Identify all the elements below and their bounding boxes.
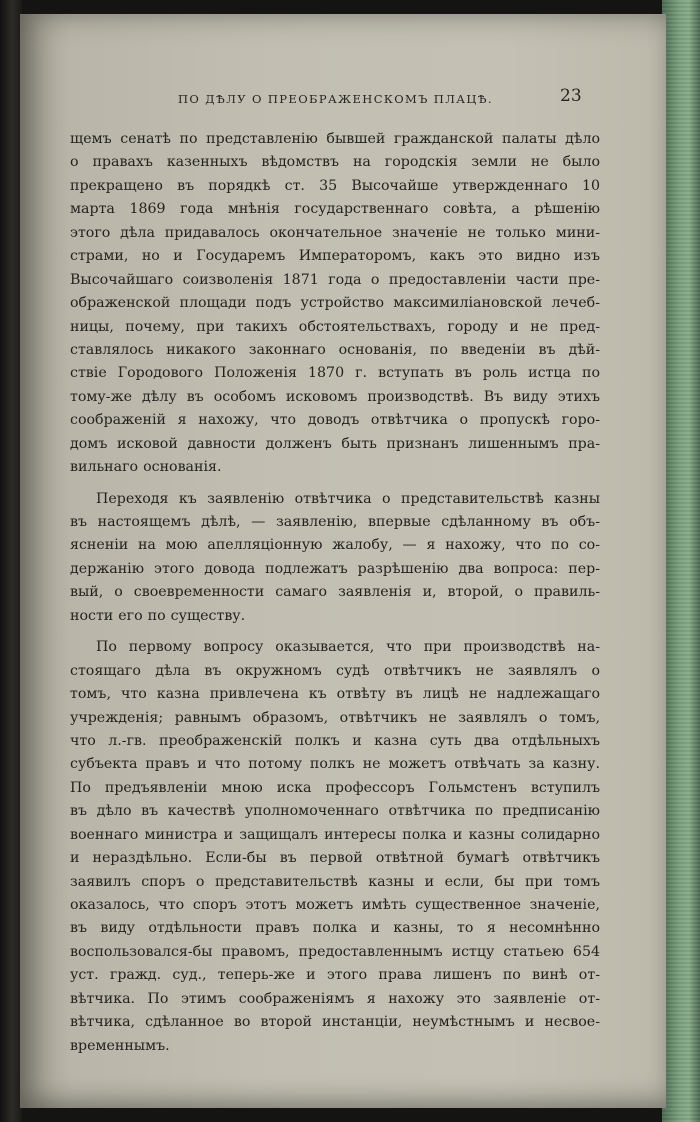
text-line: этого дѣла придавалось окончательное значеніе не только мини-: [70, 224, 600, 241]
text-line: По предъявленіи мною иска профессоръ Гольмстенъ вступилъ: [70, 779, 600, 796]
text-line: ницы, почему, при такихъ обстоятельствахъ, городу и не пред-: [70, 318, 600, 335]
text-line: щемъ сенатѣ по представленію бывшей гражданской палаты дѣло: [70, 131, 600, 147]
text-line: субъекта правъ и что потому полкъ не можетъ отвѣчать за казну.: [70, 756, 600, 773]
text-line: уст. гражд. суд., теперь-же и этого права лишенъ по винѣ от-: [70, 967, 600, 984]
text-line: ясненіи на мою апелляціонную жалобу, — я нахожу, что по со-: [70, 537, 600, 554]
book-cover-edge: [662, 0, 700, 1122]
paragraph-gap: [70, 480, 600, 488]
text-line: учрежденія; равнымъ образомъ, отвѣтчикъ не заявлялъ о томъ,: [70, 709, 600, 726]
text-line: что л.-гв. преображенскій полкъ и казна суть два отдѣльныхъ: [70, 732, 600, 749]
text-line: Высочайшаго соизволенія 1871 года о предоставленіи части пре-: [70, 271, 600, 288]
paragraph: [70, 128, 600, 480]
text-line: томъ, что казна привлечена къ отвѣту въ лицѣ не надлежащаго: [70, 686, 600, 703]
text-line: въ дѣло въ качествѣ уполномоченнаго отвѣтчика по предписанію: [70, 803, 600, 820]
text-line: ставлялось никакого законнаго основанія, по введеніи въ дѣй-: [70, 341, 600, 358]
text-line: и нераздѣльно. Если-бы въ первой отвѣтной бумагѣ отвѣтчикъ: [70, 850, 600, 867]
running-header: [20, 86, 666, 112]
text-line: воспользовался-бы правомъ, предоставленнымъ истцу статьею 654: [70, 943, 600, 960]
text-line: ображенской площади подъ устройство максимиліановской лечеб-: [70, 295, 600, 312]
text-line: домъ исковой давности долженъ быть признанъ лишеннымъ пра-: [70, 435, 600, 452]
book-left-edge: [0, 0, 22, 1122]
text-line: въ виду отдѣльности правъ полка и казны, то я несомнѣнно: [70, 920, 600, 937]
text-line: марта 1869 года мнѣнія государственнаго совѣта, а рѣшенію: [70, 201, 600, 218]
text-line: вѣтчика, сдѣланное во второй инстанціи, неумѣстнымъ и несвое-: [70, 1014, 600, 1031]
text-line: страми, но и Государемъ Императоромъ, какъ это видно изъ: [70, 248, 600, 265]
running-title: ПО ДѢЛУ О ПРЕОБРАЖЕНСКОМЪ ПЛАЦѢ.: [178, 92, 493, 106]
text-line: стоящаго дѣла въ окружномъ судѣ отвѣтчикъ не заявлялъ о: [70, 662, 600, 679]
paragraph: [70, 488, 600, 629]
text-line: держанію этого довода подлежатъ разрѣшенію два вопроса: пер-: [70, 560, 600, 577]
page-number: 23: [560, 86, 582, 106]
text-line: вый, о своевременности самаго заявленія и, второй, о правиль-: [70, 584, 600, 601]
text-line: По первому вопросу оказывается, что при производствѣ на-: [96, 639, 600, 656]
text-line: тому-же дѣлу въ особомъ исковомъ производствѣ. Въ виду этихъ: [70, 388, 600, 405]
text-line: заявилъ споръ о представительствѣ казны и если, бы при томъ: [70, 873, 600, 890]
text-line: ности его по существу.: [70, 607, 246, 624]
text-line: временнымъ.: [70, 1037, 170, 1054]
paragraph-gap: [70, 628, 600, 636]
text-line: вильнаго основанія.: [70, 459, 222, 476]
text-line: прекращено въ порядкѣ ст. 35 Высочайше утвержденнаго 10: [70, 177, 600, 194]
paragraph: [70, 636, 600, 1058]
book-page: [20, 14, 666, 1108]
text-line: ствіе Городового Положенія 1870 г. вступать въ роль истца по: [70, 365, 600, 382]
text-line: оказалось, что споръ этотъ можетъ имѣть существенное значеніе,: [70, 897, 600, 913]
text-line: въ настоящемъ дѣлѣ, — заявленію, впервые сдѣланному въ объ-: [70, 514, 600, 530]
text-line: Переходя къ заявленію отвѣтчика о представительствѣ казны: [96, 490, 600, 507]
text-line: военнаго министра и защищалъ интересы полка и казны солидарно: [70, 826, 600, 843]
page-body-text: [70, 128, 600, 1058]
text-line: соображеній я нахожу, что доводъ отвѣтчика о пропускѣ горо-: [70, 412, 600, 429]
text-line: о правахъ казенныхъ вѣдомствъ на городскія земли не было: [70, 154, 600, 171]
text-line: вѣтчика. По этимъ соображеніямъ я нахожу это заявленіе от-: [70, 990, 600, 1007]
